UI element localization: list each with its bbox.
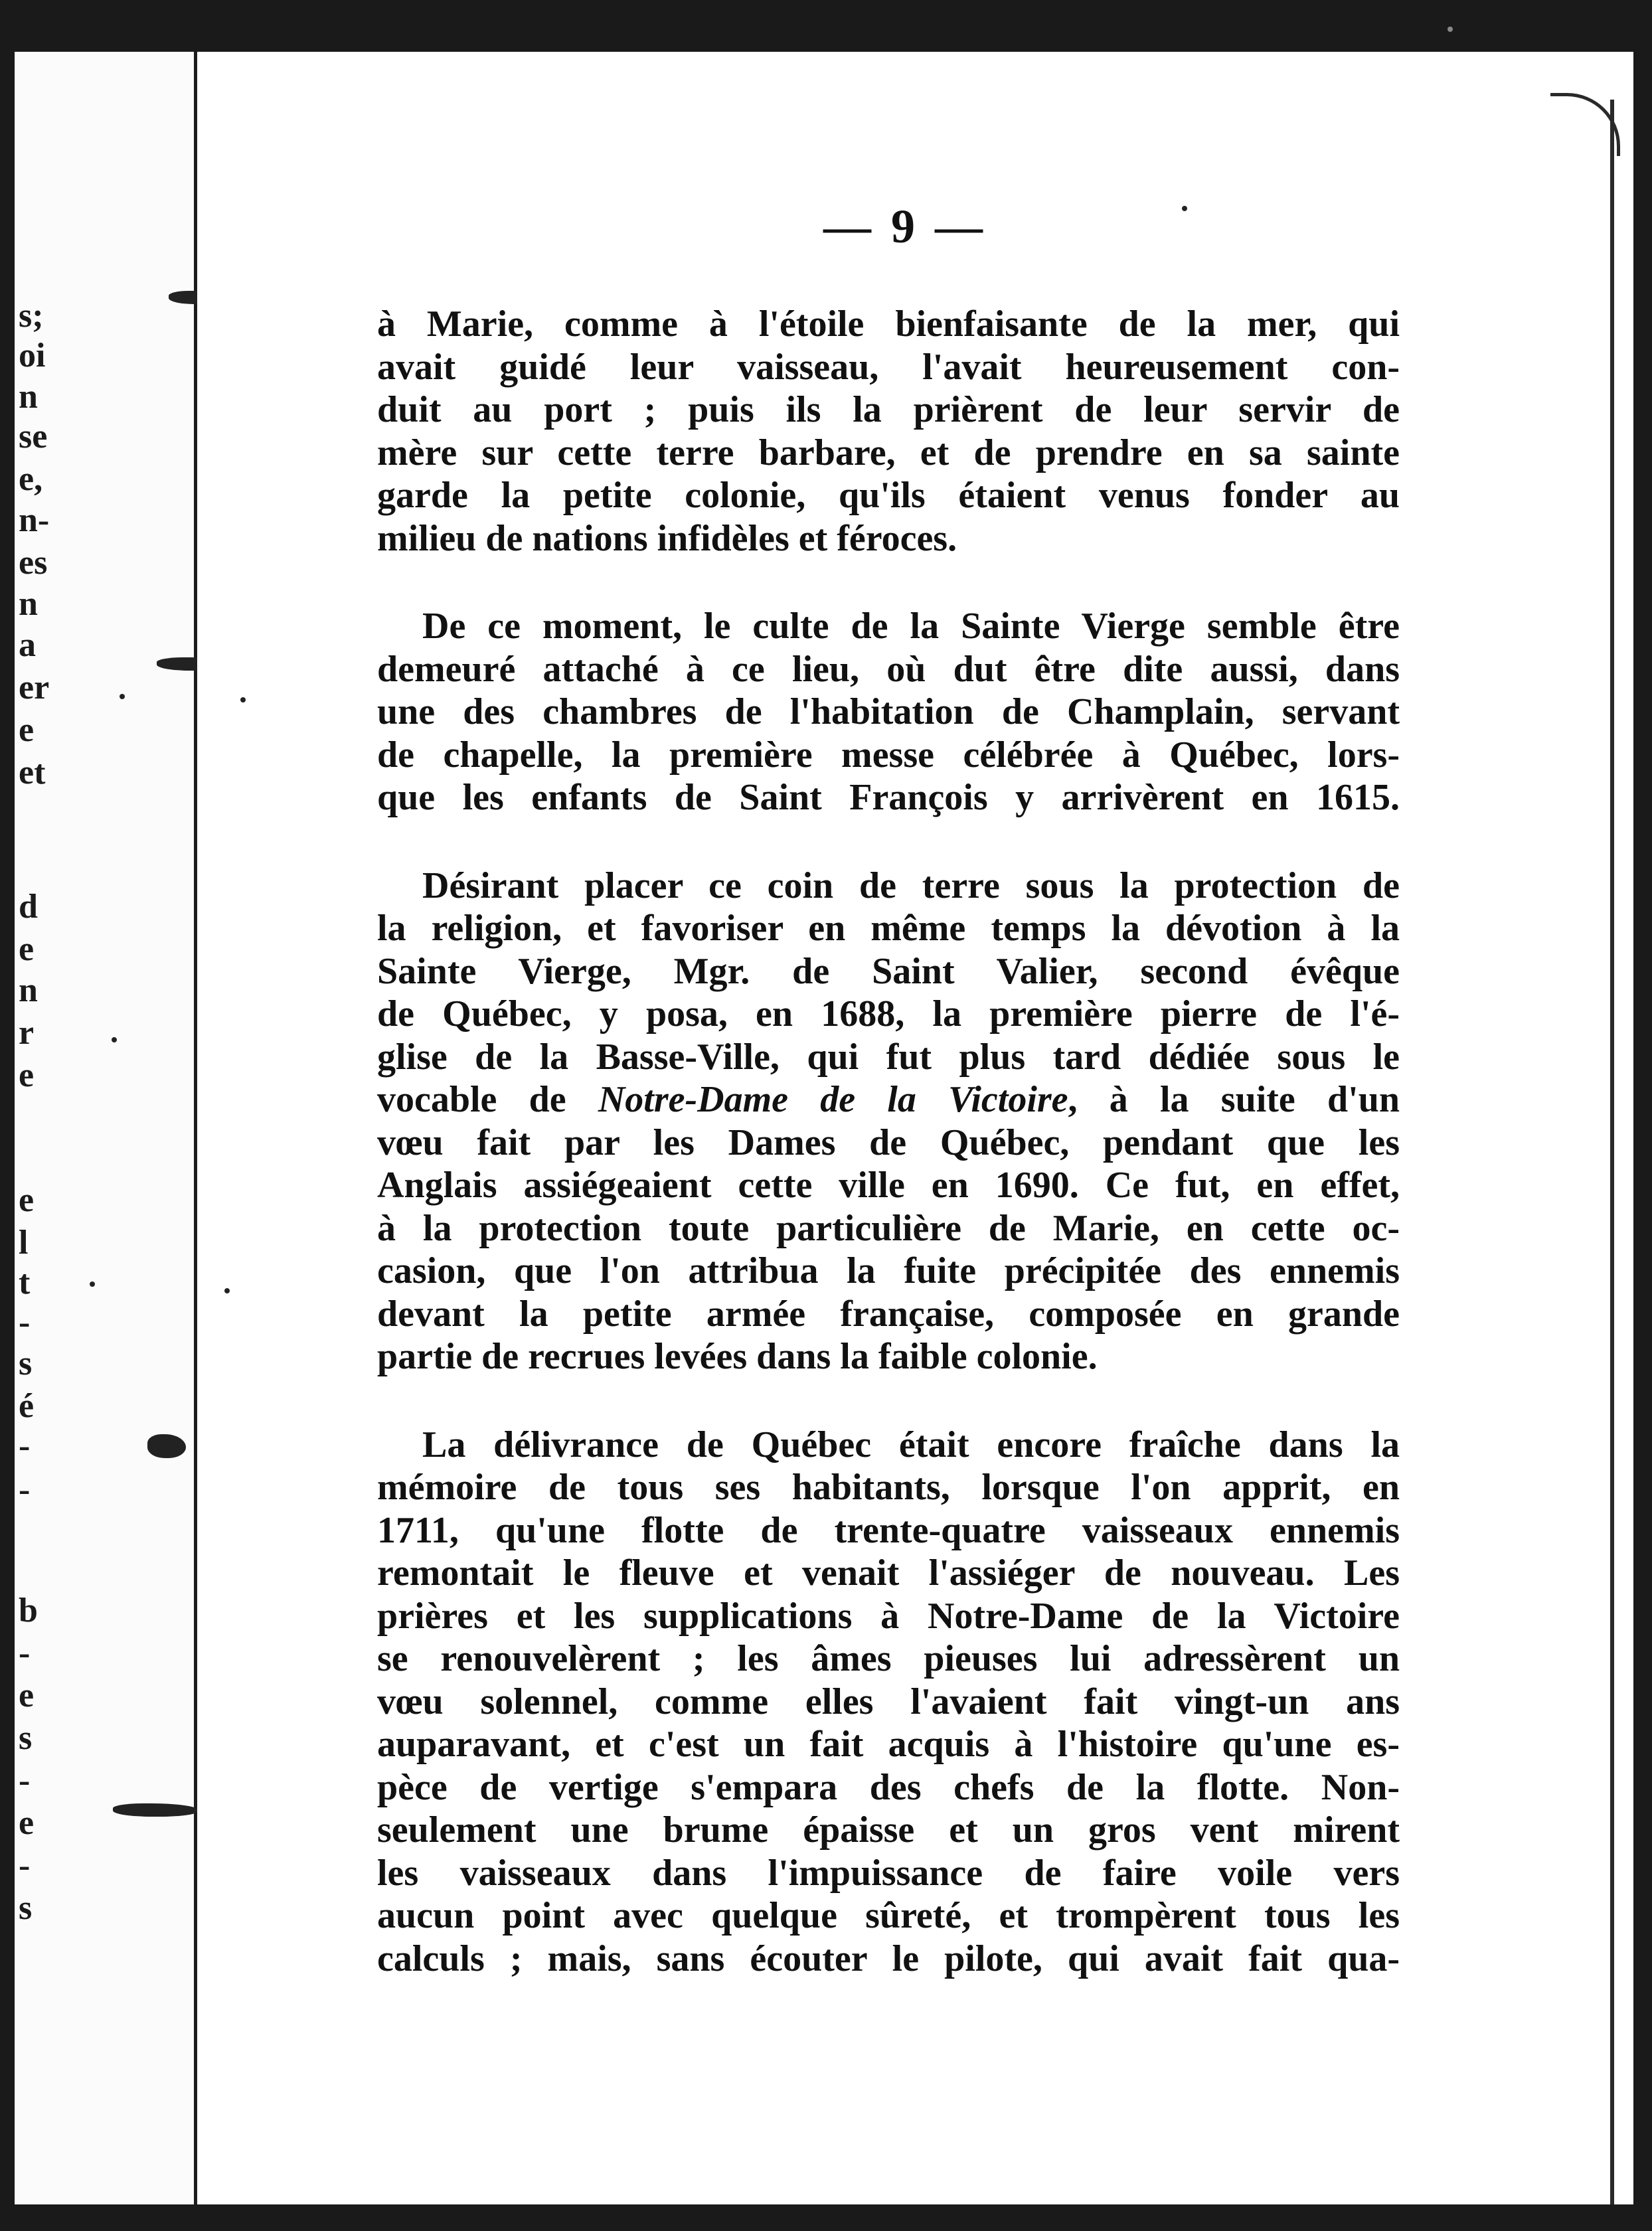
text-line: milieu de nations infidèles et féroces. xyxy=(377,517,957,559)
scan-bottom-border xyxy=(0,2204,1652,2231)
facing-page-fragment: a xyxy=(19,626,36,664)
ink-speck xyxy=(224,1288,230,1293)
facing-page-fragment: - xyxy=(19,1847,31,1884)
ink-speck xyxy=(240,697,246,702)
text-line-vocable xyxy=(377,1078,1400,1121)
facing-page-fragment: n- xyxy=(19,501,50,539)
facing-page-fragment: d xyxy=(19,888,38,926)
facing-page-fragment: n xyxy=(19,585,38,623)
binding-stitch xyxy=(147,1434,186,1458)
text-line: casion, que l'on attribua la fuite précipitée des ennemis xyxy=(377,1250,1400,1291)
paragraph-1 xyxy=(377,303,1400,560)
facing-page-fragment: - xyxy=(19,1634,31,1672)
facing-page-fragment: - xyxy=(19,1471,31,1509)
text-line: vœu fait par les Dames de Québec, pendant que les xyxy=(377,1121,1400,1163)
binding-stitch xyxy=(113,1803,199,1817)
text-line: demeuré attaché à ce lieu, où dut être dite aussi, dans xyxy=(377,648,1400,690)
facing-page-fragment: - xyxy=(19,1762,31,1799)
facing-page-fragment: - xyxy=(19,1303,31,1341)
ink-speck xyxy=(112,1037,117,1042)
text-line: une des chambres de l'habitation de Champlain, servant xyxy=(377,691,1400,732)
text-line: les vaisseaux dans l'impuissance de faire voile vers xyxy=(377,1852,1400,1894)
facing-page-fragment: s xyxy=(19,1889,33,1927)
facing-page-fragment: e xyxy=(19,1804,35,1842)
text-line: 1711, qu'une flotte de trente-quatre vaisseaux ennemis xyxy=(377,1509,1400,1551)
ink-speck xyxy=(90,1281,95,1287)
facing-page-fragment: e, xyxy=(19,460,43,498)
paragraph-2 xyxy=(377,605,1400,819)
text-line: duit au port ; puis ils la prièrent de leur servir de xyxy=(377,389,1400,430)
vocable-italic-title: Notre-Dame de la Victoire xyxy=(598,1079,1068,1120)
text-line: De ce moment, le culte de la Sainte Vierge semble être xyxy=(422,606,1400,647)
text-line: calculs ; mais, sans écouter le pilote, qui avait fait qua- xyxy=(377,1938,1400,1979)
paragraph-4 xyxy=(377,1424,1400,1981)
text-line: glise de la Basse-Ville, qui fut plus tard dédiée sous le xyxy=(377,1036,1400,1078)
text-line: de Québec, y posa, en 1688, la première pierre de l'é- xyxy=(377,993,1400,1034)
facing-page-fragment: e xyxy=(19,930,35,968)
text-line: que les enfants de Saint François y arrivèrent en 1615. xyxy=(377,777,1400,818)
text-line: devant la petite armée française, composée en grande xyxy=(377,1293,1400,1335)
body-text xyxy=(377,303,1400,1980)
facing-page-fragment: e xyxy=(19,1181,35,1219)
text-line: Désirant placer ce coin de terre sous la protection de xyxy=(422,865,1400,906)
text-line: garde la petite colonie, qu'ils étaient venus fonder au xyxy=(377,475,1400,516)
text-line: à Marie, comme à l'étoile bienfaisante de la mer, qui xyxy=(377,303,1400,345)
text-line: remontait le fleuve et venait l'assiéger de nouveau. Les xyxy=(377,1552,1400,1594)
facing-page-fragment: e xyxy=(19,1056,35,1094)
ink-speck xyxy=(1182,206,1187,211)
text-line: aucun point avec quelque sûreté, et trompèrent tous les xyxy=(377,1895,1400,1936)
facing-page-sliver xyxy=(15,52,194,2204)
ink-speck xyxy=(1447,27,1453,32)
text-line: prières et les supplications à Notre-Dame de la Victoire xyxy=(377,1595,1400,1637)
text-line: à la protection toute particulière de Marie, en cette oc- xyxy=(377,1207,1400,1249)
text-line: se renouvelèrent ; les âmes pieuses lui adressèrent un xyxy=(377,1638,1400,1679)
page-number: — 9 — xyxy=(823,200,987,253)
facing-page-fragment: s xyxy=(19,1345,33,1382)
text-line: mère sur cette terre barbare, et de prendre en sa sainte xyxy=(377,432,1400,473)
facing-page-fragment: oi xyxy=(19,337,46,374)
facing-page-fragment: n xyxy=(19,378,38,416)
vocable-after: , à la suite d'un xyxy=(1068,1079,1400,1120)
facing-page-fragment: - xyxy=(19,1427,31,1465)
text-line: de chapelle, la première messe célébrée à Québec, lors- xyxy=(377,734,1400,776)
facing-page-fragment: l xyxy=(19,1224,29,1262)
text-line: la religion, et favoriser en même temps la dévotion à la xyxy=(377,908,1400,949)
facing-page-fragment: s xyxy=(19,1719,33,1757)
facing-page-fragment: é xyxy=(19,1387,35,1425)
ink-speck xyxy=(120,694,125,699)
text-line: La délivrance de Québec était encore fraîche dans la xyxy=(422,1424,1400,1465)
facing-page-fragment: e xyxy=(19,711,35,749)
facing-page-fragment: r xyxy=(19,1014,35,1052)
text-line: Sainte Vierge, Mgr. de Saint Valier, second évêque xyxy=(377,950,1400,992)
facing-page-fragment: s; xyxy=(19,297,44,335)
text-line: seulement une brume épaisse et un gros vent mirent xyxy=(377,1809,1400,1851)
facing-page-fragment: es xyxy=(19,544,48,582)
facing-page-fragment: et xyxy=(19,754,46,791)
facing-page-fragment: b xyxy=(19,1592,38,1629)
scan-left-border xyxy=(0,0,15,2231)
paragraph-3 xyxy=(377,865,1400,1378)
facing-page-fragment: n xyxy=(19,971,38,1009)
page-edge xyxy=(1610,100,1614,2204)
text-line: pèce de vertige s'empara des chefs de la flotte. Non- xyxy=(377,1766,1400,1808)
facing-page-fragment: se xyxy=(19,418,48,455)
text-line: auparavant, et c'est un fait acquis à l'histoire qu'une es- xyxy=(377,1724,1400,1765)
text-line: vœu solennel, comme elles l'avaient fait vingt-un ans xyxy=(377,1681,1400,1722)
facing-page-fragment: er xyxy=(19,669,50,706)
facing-page-fragment: e xyxy=(19,1677,35,1714)
scan-top-border xyxy=(0,0,1652,52)
vocable-before: vocable de xyxy=(377,1079,598,1120)
facing-page-fragment: t xyxy=(19,1264,31,1301)
text-line: partie de recrues levées dans la faible colonie. xyxy=(377,1336,1098,1377)
text-line: mémoire de tous ses habitants, lorsque l'on apprit, en xyxy=(377,1467,1400,1508)
scan-right-border xyxy=(1633,0,1652,2231)
text-line: Anglais assiégeaient cette ville en 1690. Ce fut, en effet, xyxy=(377,1165,1400,1206)
text-line: avait guidé leur vaisseau, l'avait heureusement con- xyxy=(377,346,1400,388)
